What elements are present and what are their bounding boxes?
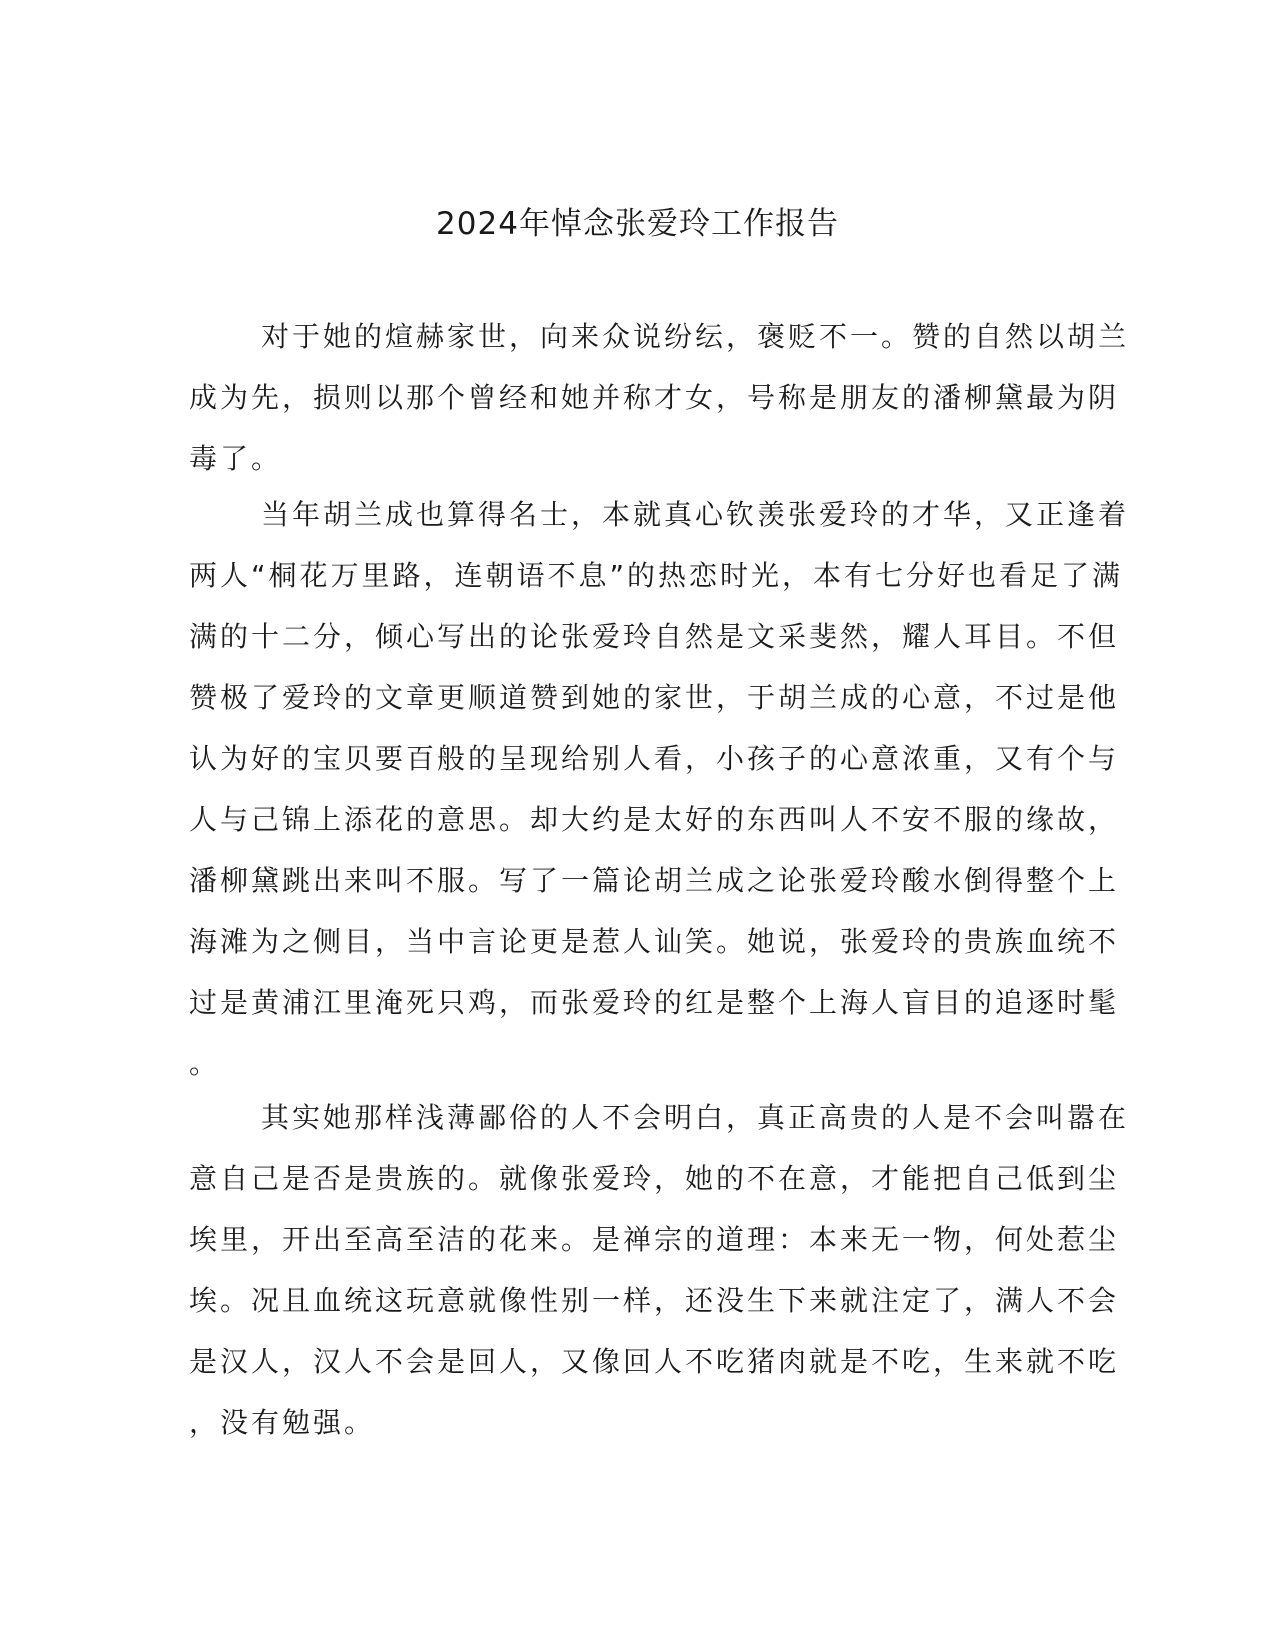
paragraph-line: 潘柳黛跳出来叫不服。写了一篇论胡兰成之论张爱玲酸水倒得整个上 [189, 864, 1120, 897]
document-title: 2024年悼念张爱玲工作报告 [436, 206, 839, 242]
paragraph-line: 过是黄浦江里淹死只鸡，而张爱玲的红是整个上海人盲目的追逐时髦 [189, 986, 1120, 1019]
paragraph-line: 成为先，损则以那个曾经和她并称才女，号称是朋友的潘柳黛最为阴 [189, 381, 1120, 414]
paragraph-line: 满的十二分，倾心写出的论张爱玲自然是文采斐然，耀人耳目。不但 [189, 620, 1120, 653]
paragraph-line: 是汉人，汉人不会是回人，又像回人不吃猪肉就是不吃，生来就不吃 [189, 1345, 1120, 1378]
paragraph-1 [189, 306, 1130, 489]
paragraph-line: 毒了。 [189, 442, 283, 475]
paragraph-3 [189, 1087, 1130, 1453]
paragraph-line: 两人“桐花万里路，连朝语不息”的热恋时光，本有七分好也看足了满 [189, 559, 1124, 592]
paragraph-2 [189, 484, 1130, 1094]
paragraph-line: 。 [189, 1047, 221, 1080]
paragraph-line: 埃里，开出至高至洁的花来。是禅宗的道理：本来无一物，何处惹尘 [189, 1223, 1120, 1256]
paragraph-line: 人与己锦上添花的意思。却大约是太好的东西叫人不安不服的缘故， [189, 803, 1120, 836]
paragraph-line: 对于她的煊赫家世，向来众说纷纭，褒贬不一。赞的自然以胡兰 [261, 320, 1130, 353]
paragraph-line: 其实她那样浅薄鄙俗的人不会明白，真正高贵的人是不会叫嚣在 [261, 1101, 1130, 1134]
paragraph-line: 意自己是否是贵族的。就像张爱玲，她的不在意，才能把自己低到尘 [189, 1162, 1120, 1195]
paragraph-line: 当年胡兰成也算得名士，本就真心钦羡张爱玲的才华，又正逢着 [261, 498, 1130, 531]
paragraph-line: 海滩为之侧目，当中言论更是惹人讪笑。她说，张爱玲的贵族血统不 [189, 925, 1120, 958]
paragraph-line: ，没有勉强。 [189, 1406, 376, 1439]
paragraph-line: 埃。况且血统这玩意就像性别一样，还没生下来就注定了，满人不会 [189, 1284, 1120, 1317]
paragraph-line: 赞极了爱玲的文章更顺道赞到她的家世，于胡兰成的心意，不过是他 [189, 681, 1120, 714]
paragraph-line: 认为好的宝贝要百般的呈现给别人看，小孩子的心意浓重，又有个与 [189, 742, 1120, 775]
